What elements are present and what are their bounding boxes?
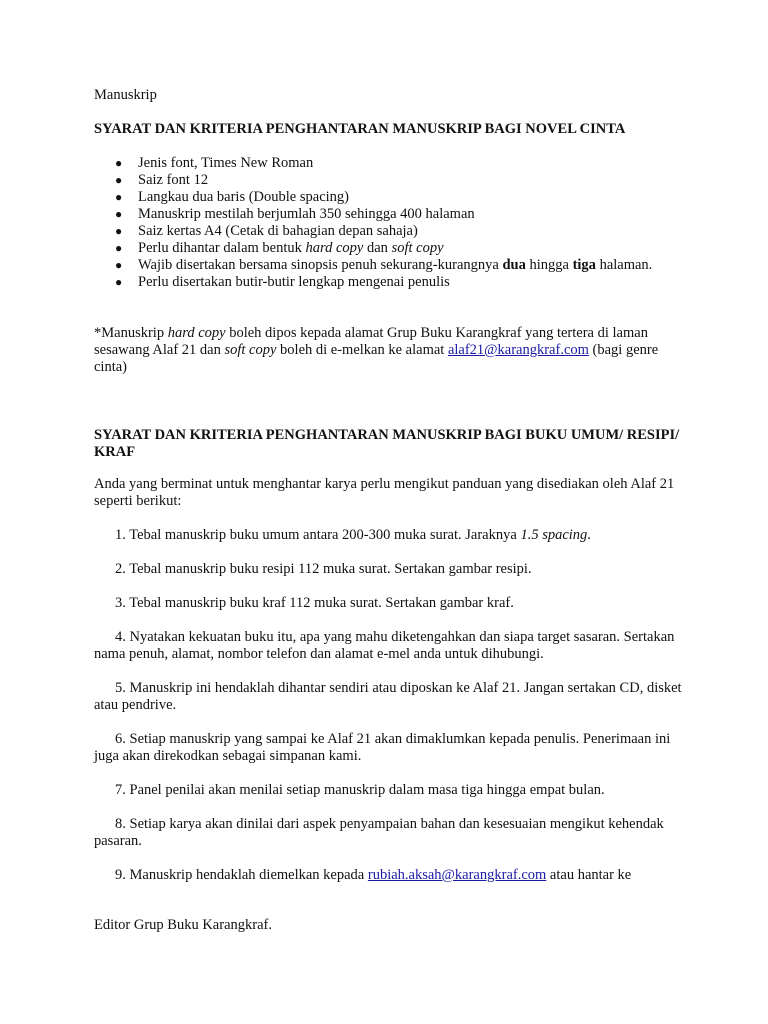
bullet-icon: ●: [115, 173, 123, 187]
list-item: ● Jenis font, Times New Roman: [115, 155, 314, 171]
guideline-item-9: 9. Manuskrip hendaklah diemelkan kepada rubiah.aksah@karangkraf.com atau hantar ke: [115, 867, 632, 883]
bullet-icon: ●: [115, 241, 123, 255]
document-title: Manuskrip: [94, 87, 157, 103]
guideline-item-3: 3. Tebal manuskrip buku kraf 112 muka surat. Sertakan gambar kraf.: [115, 595, 514, 611]
guideline-item-1: 1. Tebal manuskrip buku umum antara 200-300 muka surat. Jaraknya 1.5 spacing.: [115, 527, 591, 543]
list-item: ● Saiz kertas A4 (Cetak di bahagian depan sahaja): [115, 223, 418, 239]
list-item: ● Manuskrip mestilah berjumlah 350 sehingga 400 halaman: [115, 206, 475, 222]
closing-line: Editor Grup Buku Karangkraf.: [94, 917, 272, 933]
bullet-icon: ●: [115, 156, 123, 170]
guideline-item-4: 4. Nyatakan kekuatan buku itu, apa yang mahu diketengahkan dan siapa target sasaran. Sertakan nama penuh, alamat, nombor telefon dan alamat e-mel anda untuk dihubungi.: [94, 629, 675, 662]
bullet-icon: ●: [115, 275, 123, 289]
guideline-item-7: 7. Panel penilai akan menilai setiap manuskrip dalam masa tiga hingga empat bulan.: [115, 782, 605, 798]
bullet-icon: ●: [115, 224, 123, 238]
list-item: ● Wajib disertakan bersama sinopsis penuh sekurang-kurangnya dua hingga tiga halaman.: [115, 257, 653, 273]
bullet-icon: ●: [115, 190, 123, 204]
section-heading-novel: SYARAT DAN KRITERIA PENGHANTARAN MANUSKRIP BAGI NOVEL CINTA: [94, 121, 626, 137]
list-item: ● Langkau dua baris (Double spacing): [115, 189, 349, 205]
email-link-rubiah[interactable]: rubiah.aksah@karangkraf.com: [367, 867, 547, 883]
guideline-item-2: 2. Tebal manuskrip buku resipi 112 muka surat. Sertakan gambar resipi.: [115, 561, 532, 577]
section-heading-general: SYARAT DAN KRITERIA PENGHANTARAN MANUSKRIP BAGI BUKU UMUM/ RESIPI/ KRAF: [94, 427, 680, 460]
guideline-item-6: 6. Setiap manuskrip yang sampai ke Alaf 21 akan dimaklumkan kepada penulis. Penerimaan ini juga akan direkodkan sebagai simpanan kami.: [94, 731, 671, 764]
guideline-item-8: 8. Setiap karya akan dinilai dari aspek penyampaian bahan dan kesesuaian mengikut kehendak pasaran.: [94, 816, 664, 849]
email-link-alaf21[interactable]: alaf21@karangkraf.com: [447, 342, 589, 358]
intro-paragraph: Anda yang berminat untuk menghantar karya perlu mengikut panduan yang disediakan oleh Alaf 21 seperti berikut:: [94, 476, 675, 509]
list-item: ● Perlu dihantar dalam bentuk hard copy dan soft copy: [115, 240, 444, 256]
requirements-list: [94, 155, 684, 291]
bullet-icon: ●: [115, 258, 123, 272]
guideline-item-5: 5. Manuskrip ini hendaklah dihantar sendiri atau diposkan ke Alaf 21. Jangan sertakan CD, disket atau pendrive.: [94, 680, 682, 713]
submission-note: *Manuskrip hard copy boleh dipos kepada alamat Grup Buku Karangkraf yang tertera di laman sesawang Alaf 21 dan soft copy boleh di e-melkan ke alamat alaf21@karangkraf.com (bagi genre cinta): [94, 325, 659, 375]
list-item: ● Perlu disertakan butir-butir lengkap mengenai penulis: [115, 274, 450, 290]
bullet-icon: ●: [115, 207, 123, 221]
list-item: ● Saiz font 12: [115, 172, 209, 188]
